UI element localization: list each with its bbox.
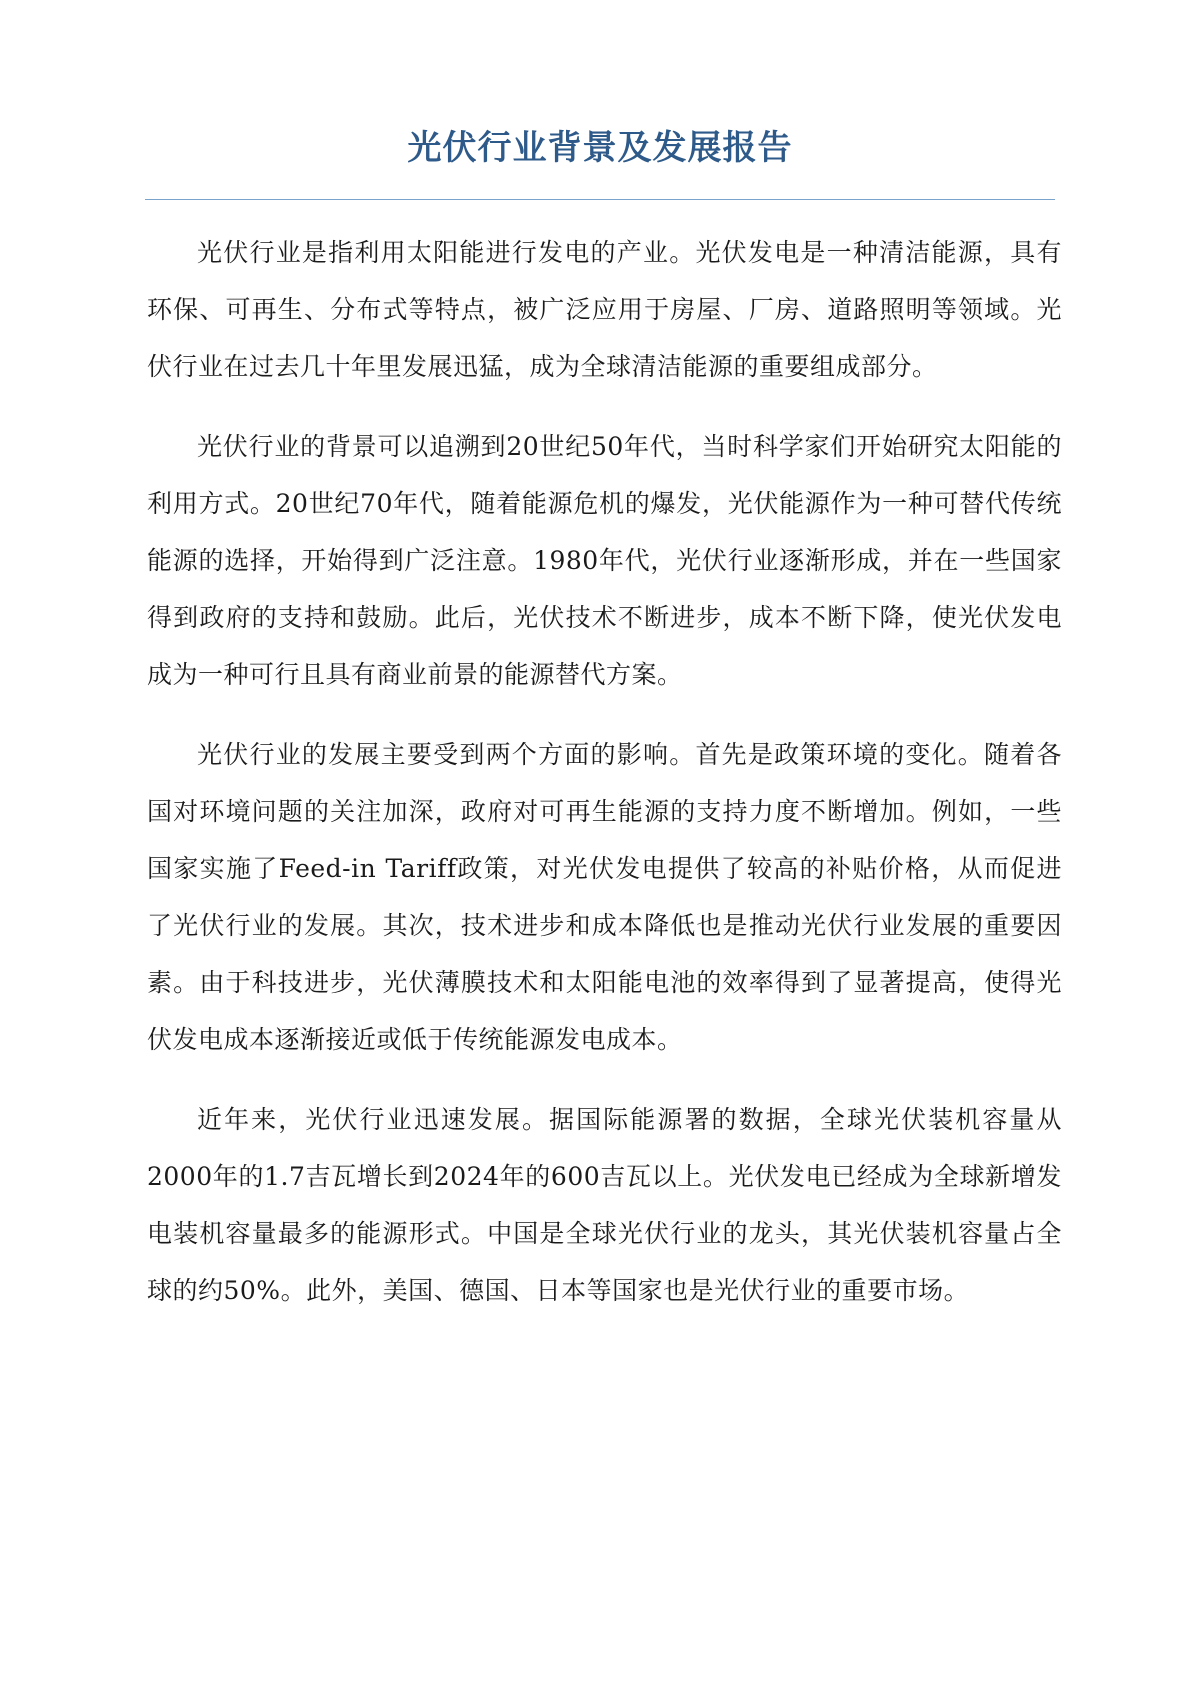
paragraph-recent-growth: 近年来，光伏行业迅速发展。据国际能源署的数据，全球光伏装机容量从2000年的1.7吉瓦增长到2024年的600吉瓦以上。光伏发电已经成为全球新增发电装机容量最多的能源形式。中国是全球光伏行业的龙头，其光伏装机容量占全球的约50%。此外，美国、德国、日本等国家也是光伏行业的重要市场。: [147, 1105, 1062, 1305]
paragraph-background: 光伏行业的背景可以追溯到20世纪50年代，当时科学家们开始研究太阳能的利用方式。20世纪70年代，随着能源危机的爆发，光伏能源作为一种可替代传统能源的选择，开始得到广泛注意。1980年代，光伏行业逐渐形成，并在一些国家得到政府的支持和鼓励。此后，光伏技术不断进步，成本不断下降，使光伏发电成为一种可行且具有商业前景的能源替代方案。: [147, 432, 1062, 689]
paragraph-intro: 光伏行业是指利用太阳能进行发电的产业。光伏发电是一种清洁能源，具有环保、可再生、分布式等特点，被广泛应用于房屋、厂房、道路照明等领域。光伏行业在过去几十年里发展迅猛，成为全球清洁能源的重要组成部分。: [147, 238, 1062, 381]
document-body: [147, 224, 1062, 1342]
title-divider: [145, 199, 1055, 200]
paragraph-development-factors: 光伏行业的发展主要受到两个方面的影响。首先是政策环境的变化。随着各国对环境问题的关注加深，政府对可再生能源的支持力度不断增加。例如，一些国家实施了Feed-in Tariff政策，对光伏发电提供了较高的补贴价格，从而促进了光伏行业的发展。其次，技术进步和成本降低也是推动光伏行业发展的重要因素。由于科技进步，光伏薄膜技术和太阳能电池的效率得到了显著提高，使得光伏发电成本逐渐接近或低于传统能源发电成本。: [147, 740, 1062, 1054]
document-title: 光伏行业背景及发展报告: [407, 128, 793, 168]
